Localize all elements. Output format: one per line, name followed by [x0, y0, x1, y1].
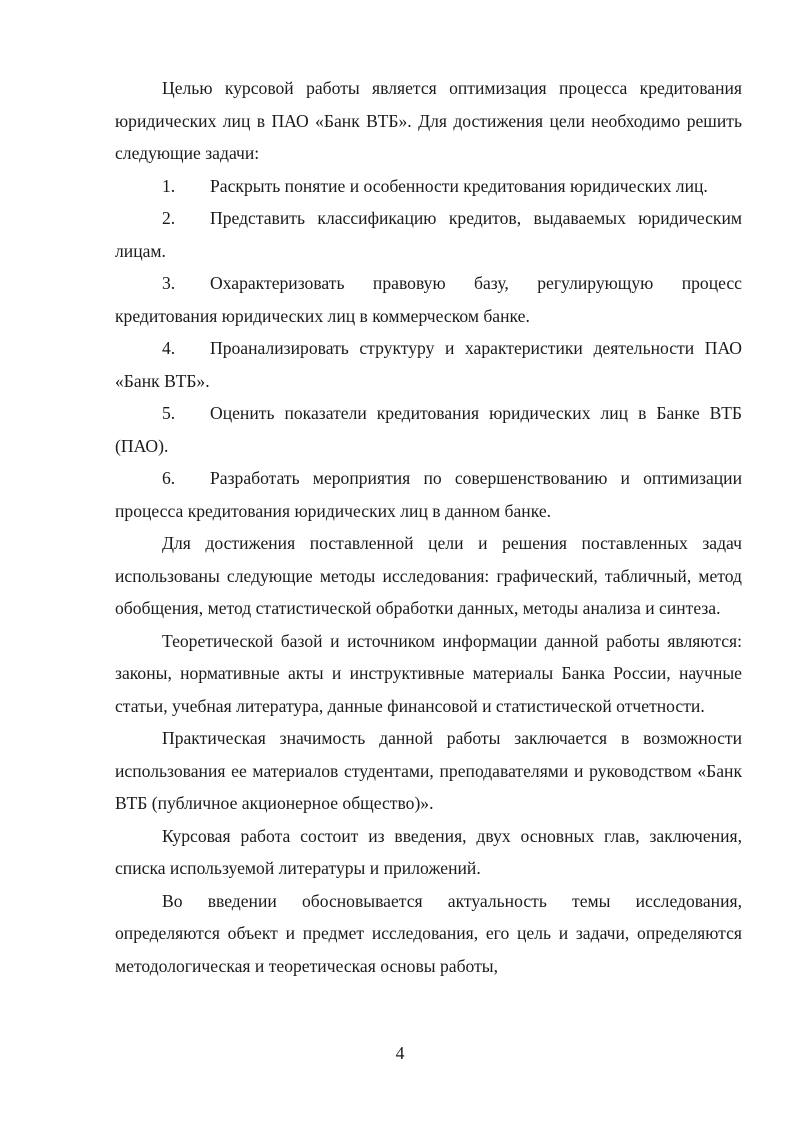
task-text: Представить классификацию кредитов, выдаваемых юридическим лицам. — [115, 208, 742, 261]
task-number: 6. — [162, 468, 176, 488]
task-number: 4. — [162, 338, 176, 358]
task-item-6 — [115, 462, 742, 527]
task-item-4 — [115, 332, 742, 397]
task-number: 5. — [162, 403, 176, 423]
task-text: Охарактеризовать правовую базу, регулирующую процесс кредитования юридических лиц в коммерческом банке. — [115, 273, 742, 326]
paragraph-structure: Курсовая работа состоит из введения, двух основных глав, заключения, списка используемой литературы и приложений. — [115, 825, 742, 878]
paragraph-significance: Практическая значимость данной работы заключается в возможности использования ее материалов студентами, преподавателями и руководством «Банк ВТБ (публичное акционерное общество)». — [115, 728, 742, 813]
task-number: 1. — [162, 175, 176, 196]
task-item-2 — [115, 202, 742, 267]
task-item-3 — [115, 267, 742, 332]
task-number: 2. — [162, 208, 176, 228]
task-text: Разработать мероприятия по совершенствованию и оптимизации процесса кредитования юридических лиц в данном банке. — [115, 468, 742, 521]
paragraph-intro-description: Во введении обосновывается актуальность темы исследования, определяются объект и предмет исследования, его цель и задачи, определяются методологическая и теоретическая основы работы, — [115, 890, 742, 976]
paragraph-theory-base: Теоретической базой и источником информации данной работы являются: законы, нормативные акты и инструктивные материалы Банка России, научные статьи, учебная литература, данные финансовой и статистической отчетности. — [115, 630, 742, 716]
task-number: 3. — [162, 273, 176, 293]
task-text: Раскрыть понятие и особенности кредитования юридических лиц. — [210, 175, 708, 196]
task-text: Проанализировать структуру и характеристики деятельности ПАО «Банк ВТБ». — [115, 338, 742, 391]
task-item-5 — [115, 397, 742, 462]
page-number: 4 — [395, 1043, 405, 1063]
task-item-1 — [115, 170, 742, 203]
paragraph-methods: Для достижения поставленной цели и решения поставленных задач использованы следующие методы исследования: графический, табличный, метод обобщения, метод статистической обработки данных, методы анализа и синтеза. — [115, 533, 742, 618]
task-text: Оценить показатели кредитования юридических лиц в Банке ВТБ (ПАО). — [115, 403, 742, 456]
paragraph-goal: Целью курсовой работы является оптимизация процесса кредитования юридических лиц в ПАО «Банк ВТБ». Для достижения цели необходимо решить следующие задачи: — [115, 78, 742, 163]
body-text — [115, 72, 742, 982]
